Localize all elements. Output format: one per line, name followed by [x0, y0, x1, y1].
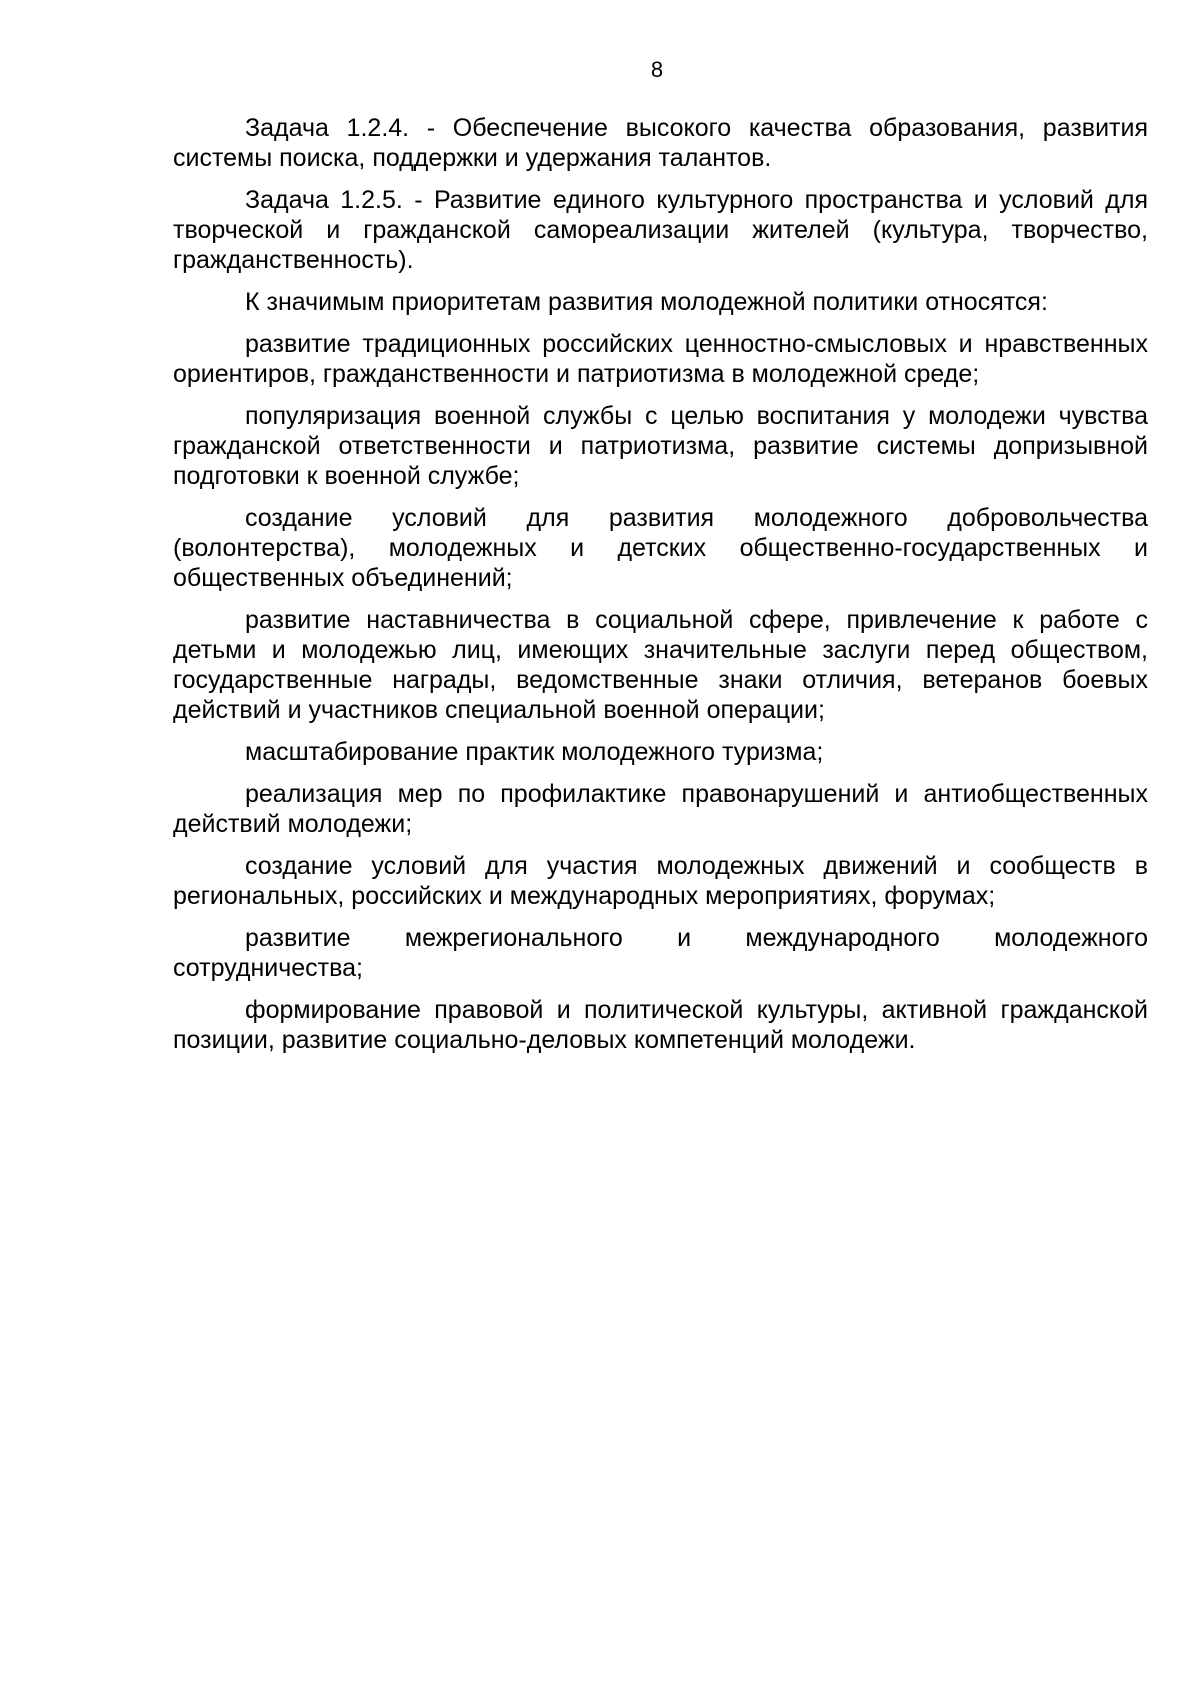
priority-item-military-service: популяризация военной службы с целью воспитания у молодежи чувства гражданской ответственности и патриотизма, развитие системы допризывной подготовки к военной службе; — [173, 402, 1148, 490]
priority-item-offense-prevention: реализация мер по профилактике правонарушений и антиобщественных действий молодежи; — [173, 780, 1148, 838]
priority-item-legal-culture: формирование правовой и политической культуры, активной гражданской позиции, развитие социально-деловых компетенций молодежи. — [173, 996, 1148, 1054]
priority-item-mentoring: развитие наставничества в социальной сфере, привлечение к работе с детьми и молодежью лиц, имеющих значительные заслуги перед обществом, государственные награды, ведомственные знаки отличия, ветеранов боевых действий и участников специальной военной операции; — [173, 606, 1148, 724]
priority-item-youth-movements: создание условий для участия молодежных движений и сообществ в региональных, российских и международных мероприятиях, форумах; — [173, 852, 1148, 910]
paragraph-priorities-intro: К значимым приоритетам развития молодежной политики относятся: — [245, 288, 1048, 316]
paragraph-task-1-2-4: Задача 1.2.4. - Обеспечение высокого качества образования, развития системы поиска, поддержки и удержания талантов. — [173, 114, 1148, 172]
priority-item-volunteering: создание условий для развития молодежного добровольчества (волонтерства), молодежных и детских общественно-государственных и общественных объединений; — [173, 504, 1148, 592]
priority-item-values: развитие традиционных российских ценностно-смысловых и нравственных ориентиров, гражданственности и патриотизма в молодежной среде; — [173, 330, 1148, 388]
priority-item-cooperation: развитие межрегионального и международного молодежного сотрудничества; — [173, 924, 1148, 982]
priority-item-youth-tourism: масштабирование практик молодежного туризма; — [245, 738, 824, 766]
page-number: 8 — [650, 57, 664, 82]
document-body — [173, 113, 1148, 1067]
paragraph-task-1-2-5: Задача 1.2.5. - Развитие единого культурного пространства и условий для творческой и гражданской самореализации жителей (культура, творчество, гражданственность). — [173, 186, 1148, 274]
